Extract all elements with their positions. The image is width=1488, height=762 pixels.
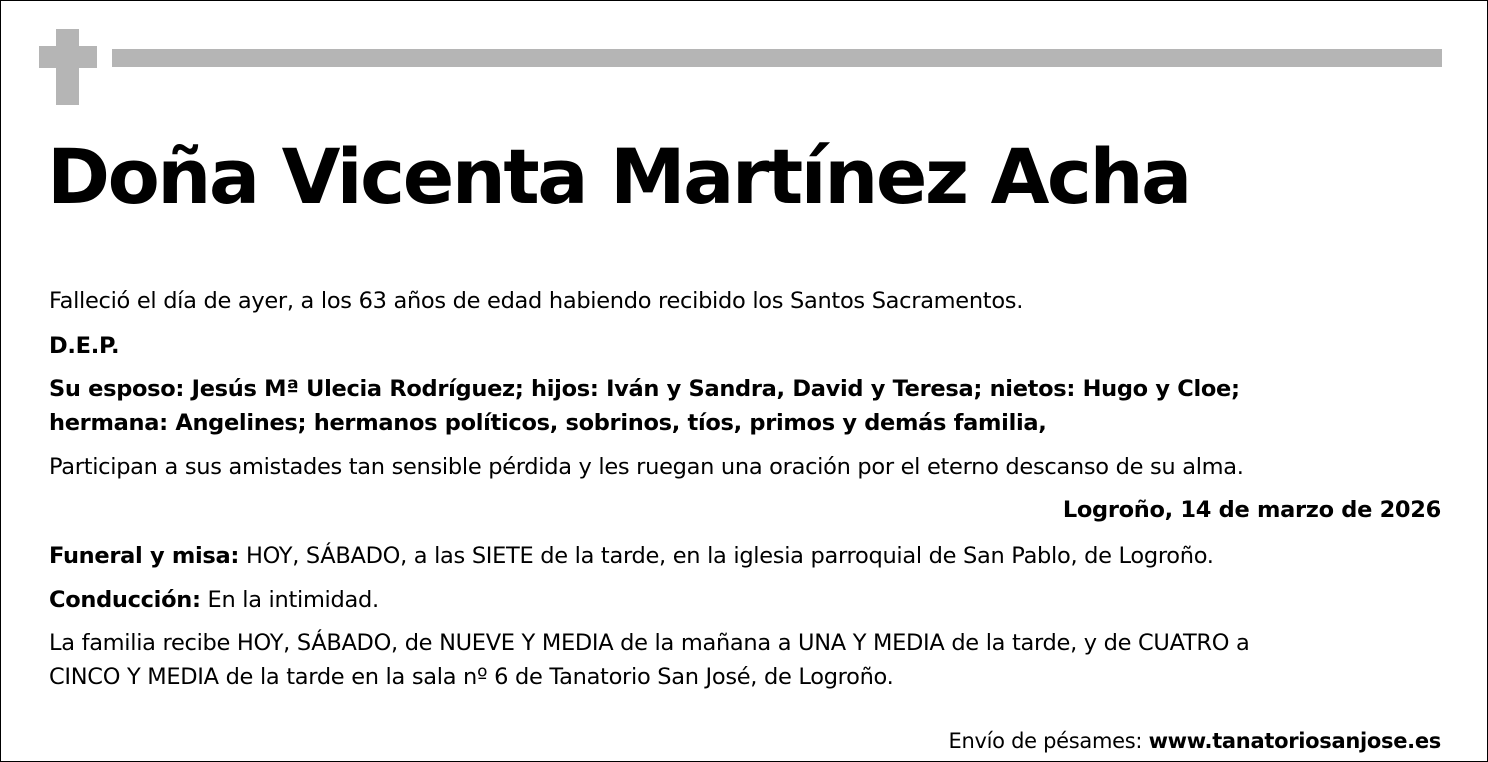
funeral-label: Funeral y misa: [49, 543, 240, 569]
place-date: Logroño, 14 de marzo de 2026 [1062, 497, 1441, 523]
conduction-label: Conducción: [49, 587, 201, 613]
cross-icon-bar [39, 46, 97, 68]
condolences-line [949, 724, 1441, 758]
dep-text: D.E.P. [49, 333, 120, 359]
death-line: Falleció el día de ayer, a los 63 años de edad habiendo recibido los Santos Sacramentos. [49, 288, 1024, 314]
reception-line-2: CINCO Y MEDIA de la tarde en la sala nº 6 de Tanatorio San José, de Logroño. [49, 664, 894, 690]
participation-line: Participan a sus amistades tan sensible pérdida y les ruegan una oración por el eterno descanso de su alma. [49, 454, 1244, 480]
family-line-1: Su esposo: Jesús Mª Ulecia Rodríguez; hijos: Iván y Sandra, David y Teresa; nietos: Hugo y Cloe; [49, 376, 1240, 402]
header-rule [112, 49, 1442, 67]
family-line-2: hermana: Angelines; hermanos políticos, sobrinos, tíos, primos y demás familia, [49, 410, 1047, 436]
funeral-text: HOY, SÁBADO, a las SIETE de la tarde, en la iglesia parroquial de San Pablo, de Logroño. [239, 543, 1214, 569]
reception-line-1: La familia recibe HOY, SÁBADO, de NUEVE Y MEDIA de la mañana a UNA Y MEDIA de la tarde, y de CUATRO a [49, 630, 1250, 656]
deceased-name: Doña Vicenta Martínez Acha [47, 132, 1190, 221]
condolences-link[interactable]: www.tanatoriosanjose.es [1148, 729, 1441, 753]
condolences-label: Envío de pésames: [948, 729, 1149, 753]
conduction-line [49, 583, 379, 617]
funeral-line [49, 539, 1214, 573]
conduction-text: En la intimidad. [200, 587, 379, 613]
